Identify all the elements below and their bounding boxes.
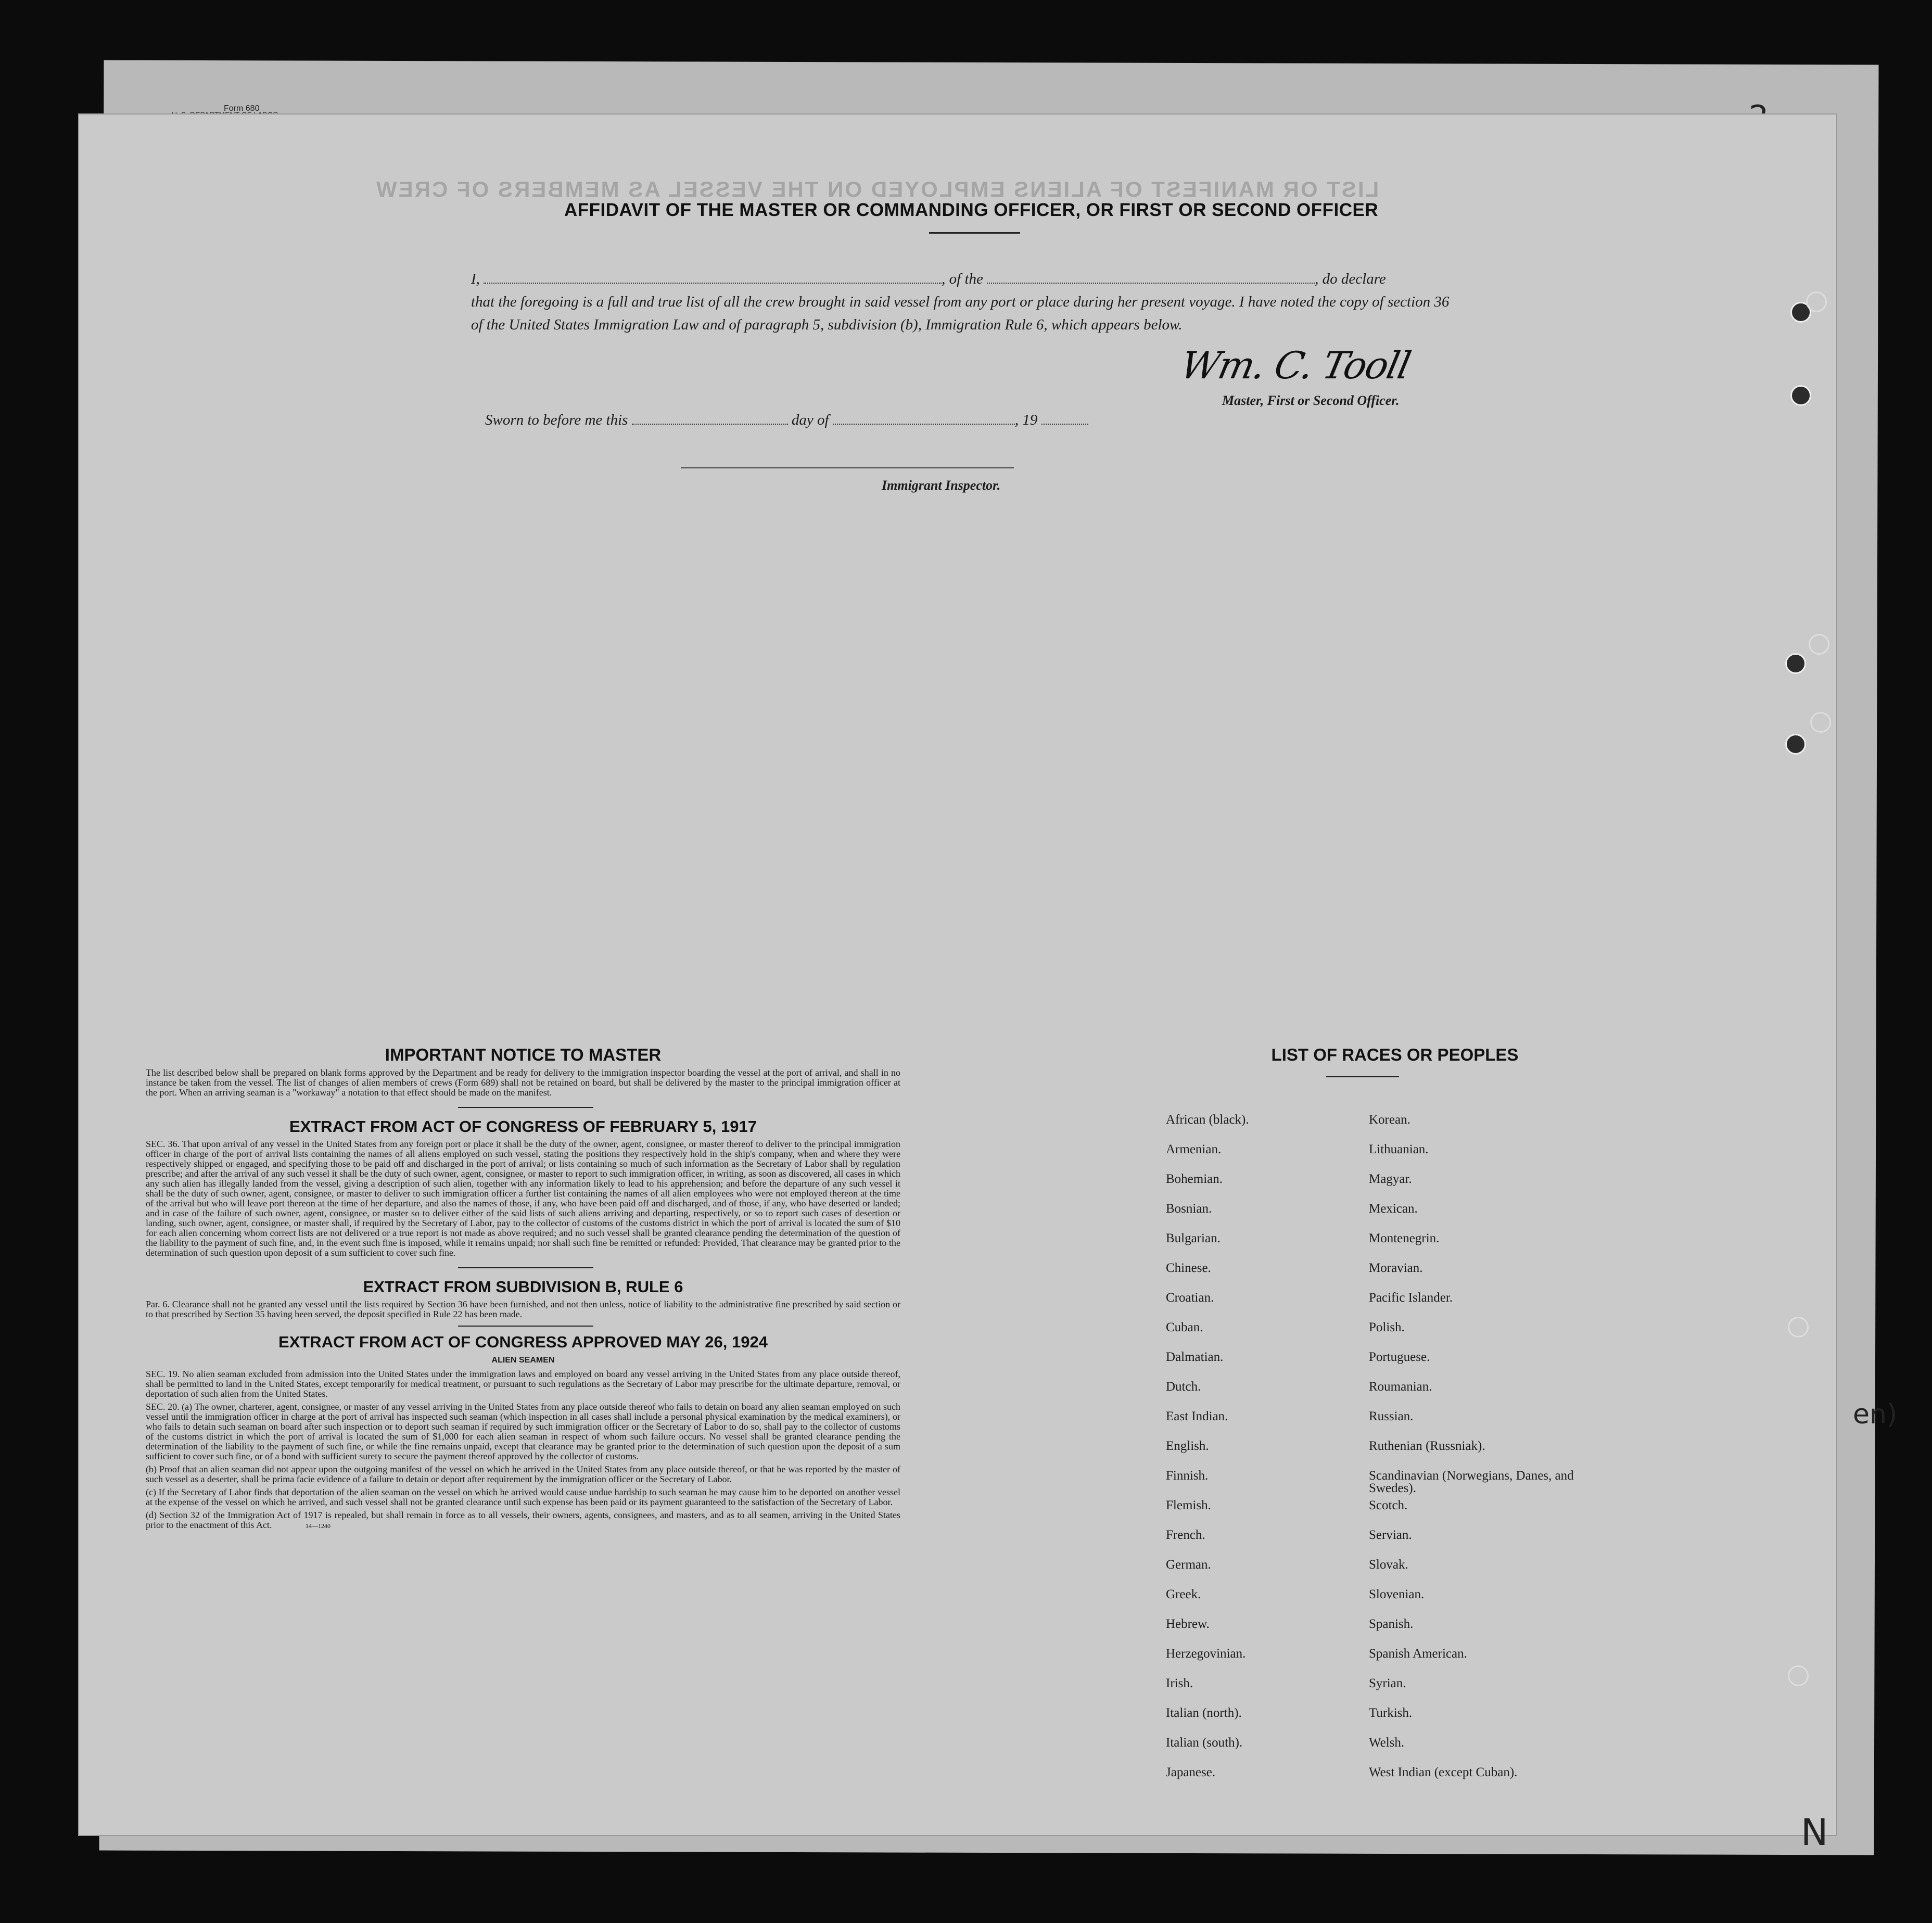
extract2-title: EXTRACT FROM SUBDIVISION B, RULE 6 xyxy=(363,1278,683,1296)
vessel-name-blank[interactable] xyxy=(987,270,1315,284)
race-item: Italian (north). xyxy=(1166,1706,1242,1720)
race-item: Bohemian. xyxy=(1166,1172,1223,1186)
race-item: Herzegovinian. xyxy=(1166,1647,1246,1661)
race-item: Lithuanian. xyxy=(1369,1142,1429,1156)
punch-hole-icon xyxy=(1806,291,1827,312)
punch-hole-icon xyxy=(1790,385,1811,406)
race-item xyxy=(1369,1796,1587,1826)
race-item: Montenegrin. xyxy=(1369,1231,1440,1245)
extract2-text: Par. 6. Clearance shall not be granted any vessel until the lists required by Section 36 have been furnished, and not then unless, notice of liability to the administrative fine prescribed by said section or to that prescribed by Section 35 having been served, the deposit specified in Rule 22 has been made. xyxy=(146,1299,900,1319)
race-item: Spanish. xyxy=(1369,1617,1414,1631)
punch-hole-icon xyxy=(1809,634,1829,655)
race-item: Korean. xyxy=(1369,1113,1410,1127)
sworn-month-blank[interactable] xyxy=(833,411,1015,425)
bleed-through-title: LIST OR MANIFEST OF ALIENS EMPLOYED ON THE VESSEL AS MEMBERS OF CREW xyxy=(375,177,1379,201)
race-item: Polish. xyxy=(1369,1320,1405,1334)
extract1-title: EXTRACT FROM ACT OF CONGRESS OF FEBRUARY 5, 1917 xyxy=(289,1117,757,1136)
extract1-rule xyxy=(458,1267,593,1268)
margin-mark-en: en) xyxy=(1853,1399,1898,1430)
race-item: Dutch. xyxy=(1166,1380,1201,1394)
race-item: Mexican. xyxy=(1369,1202,1418,1216)
races-title: LIST OF RACES OR PEOPLES xyxy=(1271,1045,1519,1064)
notice-text: The list described below shall be prepared on blank forms approved by the Department and be ready for delivery to the immigration inspector boarding the vessel at the port of arrival, and shall in no instance be taken from the vessel. The list of changes of alien members of crews (Form 689) shall not be retained on board, but shall be delivered by the master to the principal immigration officer at the port. When an arriving seaman is a "workaway" a notation to that effect should be made on the manifest. xyxy=(146,1067,900,1098)
race-item: Scotch. xyxy=(1369,1498,1408,1512)
race-item: Servian. xyxy=(1369,1528,1412,1542)
race-item: Ruthenian (Russniak). xyxy=(1369,1439,1485,1453)
master-signature: Wm. C. Tooll xyxy=(1177,343,1414,387)
race-item: Slovenian. xyxy=(1369,1587,1425,1601)
race-item: Armenian. xyxy=(1166,1142,1222,1156)
affidavit-declaration xyxy=(471,268,1450,336)
sworn-year-blank[interactable] xyxy=(1041,411,1088,425)
race-item: Moravian. xyxy=(1369,1261,1423,1275)
declare-label: , do declare xyxy=(1315,271,1386,287)
race-item: Russian. xyxy=(1369,1409,1414,1423)
race-item: Turkish. xyxy=(1369,1706,1413,1720)
extract3-sec19: SEC. 19. No alien seaman excluded from admission into the United States under the immigration laws and employed on board any vessel arriving in the United States from any place outside thereof, shall be permitted to land in the United States, except temporarily for medical treatment, or pursuant to such regulations as the Secretary of Labor may prescribe for the ultimate departure, removal, or deportation of such alien from the United States. xyxy=(146,1369,900,1399)
punch-hole-icon xyxy=(1785,653,1806,674)
declarant-name-blank[interactable] xyxy=(484,270,942,284)
races-rule xyxy=(1326,1076,1399,1077)
race-item: English. xyxy=(1166,1439,1209,1453)
race-item: African (black). xyxy=(1166,1113,1249,1127)
race-item: Slovak. xyxy=(1369,1558,1408,1572)
extract2-rule xyxy=(458,1326,593,1327)
race-item: Hebrew. xyxy=(1166,1617,1210,1631)
extract3-sec20d: (d) Section 32 of the Immigration Act of 1917 is repealed, but shall remain in force as to all vessels, their owners, agents, consignees, and masters, and as to all seamen, arriving in the United States prior to the enactment of this Act. 14—1240 xyxy=(146,1510,900,1530)
punch-hole-icon xyxy=(1785,734,1806,755)
race-item: Magyar. xyxy=(1369,1172,1412,1186)
race-item: Bulgarian. xyxy=(1166,1231,1221,1245)
extract3-subtitle: ALIEN SEAMEN xyxy=(491,1356,555,1365)
margin-mark-n: N xyxy=(1801,1811,1828,1854)
race-item: Greek. xyxy=(1166,1587,1201,1601)
race-item: Spanish American. xyxy=(1369,1647,1467,1661)
notice-title: IMPORTANT NOTICE TO MASTER xyxy=(385,1045,662,1064)
extract3-sec20a: SEC. 20. (a) The owner, charterer, agent, consignee, or master of any vessel arriving in the United States from any place outside thereof who fails to detain on board any alien seaman employed on such vessel until the immigration officer in charge at the port of arrival has inspected such seaman (which inspection in all cases shall include a personal physical examination by the medical examiners), or who fails to detain such seaman on board after such inspection or to deport such seaman if required by such immigration officer or the Secretary of Labor to do so, shall pay to the collector of customs of the customs district in which the port of arrival is located the sum of $1,000 for each alien seaman in respect of whom such failure occurs. No vessel shall be granted clearance pending the determination of the liability to the payment of such fine, or while the fine remains unpaid, except that clearance may be granted prior to the determination of such question upon the deposit of a sum sufficient to cover such fine, or of a bond with sufficient surety to secure the payment thereof approved by the collector of customs. xyxy=(146,1402,900,1461)
race-item: Scandinavian (Norwegians, Danes, and Swedes). xyxy=(1369,1469,1574,1495)
notice-section xyxy=(146,1045,900,1534)
extract1-text: SEC. 36. That upon arrival of any vessel in the United States from any foreign port or place it shall be the duty of the owner, agent, consignee, or master thereof to deliver to the principal immigration officer in charge of the port of arrival lists containing the names of all aliens employed on such vessel, stating the positions they respectively hold in the ship's company, when and where they were respectively shipped or engaged, and specifying those to be paid off and discharged in the port of arrival; or lists containing so much of such information as the Secretary of Labor shall by regulation prescribe; and after the arrival of any such vessel it shall be the duty of such owner, agent, consignee, or master to report to such immigration officer, in writing, as soon as discovered, all cases in which any such alien has illegally landed from the vessel, giving a description of such alien, together with any information likely to lead to his apprehension; and before the departure of any such vessel it shall be the duty of such owner, agent, consignee, or master to deliver to such immigration officer a further list containing the names of all alien employees who were not employed thereon at the time of the arrival but who will leave port thereon at the time of her departure, and also the names of those, if any, who have been paid off and discharged, and of those, if any, who have deserted or landed; and in case of the failure of such owner, agent, consignee, or master so to deliver either of the said lists of such aliens arriving and departing, respectively, or so to report such cases of desertion or landing, such owner, agent, consignee, or master shall, if required by the Secretary of Labor, pay to the collector of customs of the customs district in which the port of arrival is located the sum of $10 for each alien concerning whom correct lists are not delivered or a true report is not made as above required; and no such vessel shall be granted clearance pending the determination of the question of the liability to the payment of such fine, and, in the event such fine is imposed, while it remains unpaid; nor shall such fine be remitted or refunded: Provided, That clearance may be granted prior to the determination of such question upon deposit of a sum sufficient to cover such fine. xyxy=(146,1139,900,1258)
race-item: Cuban. xyxy=(1166,1320,1203,1334)
punch-hole-icon xyxy=(1788,1665,1809,1686)
sworn-year-label: , 19 xyxy=(1014,412,1038,428)
race-item: Italian (south). xyxy=(1166,1736,1243,1750)
race-item: Japanese. xyxy=(1166,1765,1216,1779)
race-item xyxy=(1166,1796,1369,1826)
race-item: Pacific Islander. xyxy=(1369,1291,1453,1305)
sworn-prefix: Sworn to before me this xyxy=(485,412,628,428)
punch-hole-icon xyxy=(1810,712,1831,733)
race-item: Syrian. xyxy=(1369,1676,1406,1690)
signature-label: Master, First or Second Officer. xyxy=(1222,393,1400,408)
declarant-prefix: I, xyxy=(471,271,480,287)
extract3-sec20c: (c) If the Secretary of Labor finds that deportation of the alien seaman on the vessel on which he arrived would cause undue hardship to such seaman he may cause him to be deported on another vessel at the expense of the vessel on which he arrived, and such vessel shall not be granted clearance until such expense has been paid or its payment guaranteed to the satisfaction of the Secretary of Labor. xyxy=(146,1487,900,1507)
race-item: Roumanian. xyxy=(1369,1380,1432,1394)
race-item: Chinese. xyxy=(1166,1261,1211,1275)
race-item: Portuguese. xyxy=(1369,1350,1430,1364)
declaration-body: that the foregoing is a full and true list of all the crew brought in said vessel from any port or place during her present voyage. I have noted the copy of section 36 of the United States Immigration Law and of paragraph 5, subdivision (b), Immigration Rule 6, which appears below. xyxy=(471,294,1450,333)
race-item: Dalmatian. xyxy=(1166,1350,1224,1364)
extract3-sec20b: (b) Proof that an alien seaman did not appear upon the outgoing manifest of the vessel on which he arrived in the United States from any place outside thereof, or that he was reported by the master of such vessel as a deserter, shall be prima facie evidence of a failure to detain or deport after requirement by the immigration officer or the Secretary of Labor. xyxy=(146,1464,900,1484)
notice-rule xyxy=(458,1107,593,1108)
of-the-label: , of the xyxy=(942,271,983,287)
race-item: West Indian (except Cuban). xyxy=(1369,1765,1518,1779)
affidavit-title: AFFIDAVIT OF THE MASTER OR COMMANDING OFFICER, OR FIRST OR SECOND OFFICER xyxy=(564,200,1379,220)
title-rule xyxy=(929,232,1020,234)
race-item: German. xyxy=(1166,1558,1211,1572)
race-item: French. xyxy=(1166,1528,1205,1542)
punch-hole-icon xyxy=(1788,1317,1809,1338)
race-item: Irish. xyxy=(1166,1676,1193,1690)
race-item: East Indian. xyxy=(1166,1409,1228,1423)
races-list xyxy=(1166,1114,1624,1826)
race-item: Finnish. xyxy=(1166,1469,1209,1483)
race-item: Welsh. xyxy=(1369,1736,1405,1750)
sworn-day-blank[interactable] xyxy=(632,411,788,425)
race-item: Croatian. xyxy=(1166,1291,1214,1305)
form-number: Form 680 xyxy=(224,104,260,113)
race-item: Bosnian. xyxy=(1166,1202,1212,1216)
inspector-signature-line[interactable] xyxy=(681,467,1014,468)
sworn-day-label: day of xyxy=(791,412,829,428)
print-code: 14—1240 xyxy=(305,1522,331,1530)
extract3-title: EXTRACT FROM ACT OF CONGRESS APPROVED MAY 26, 1924 xyxy=(278,1333,768,1351)
race-item: Flemish. xyxy=(1166,1498,1211,1512)
sworn-line xyxy=(485,411,1088,429)
races-section xyxy=(1166,1045,1624,1826)
inspector-label: Immigrant Inspector. xyxy=(882,478,1001,493)
